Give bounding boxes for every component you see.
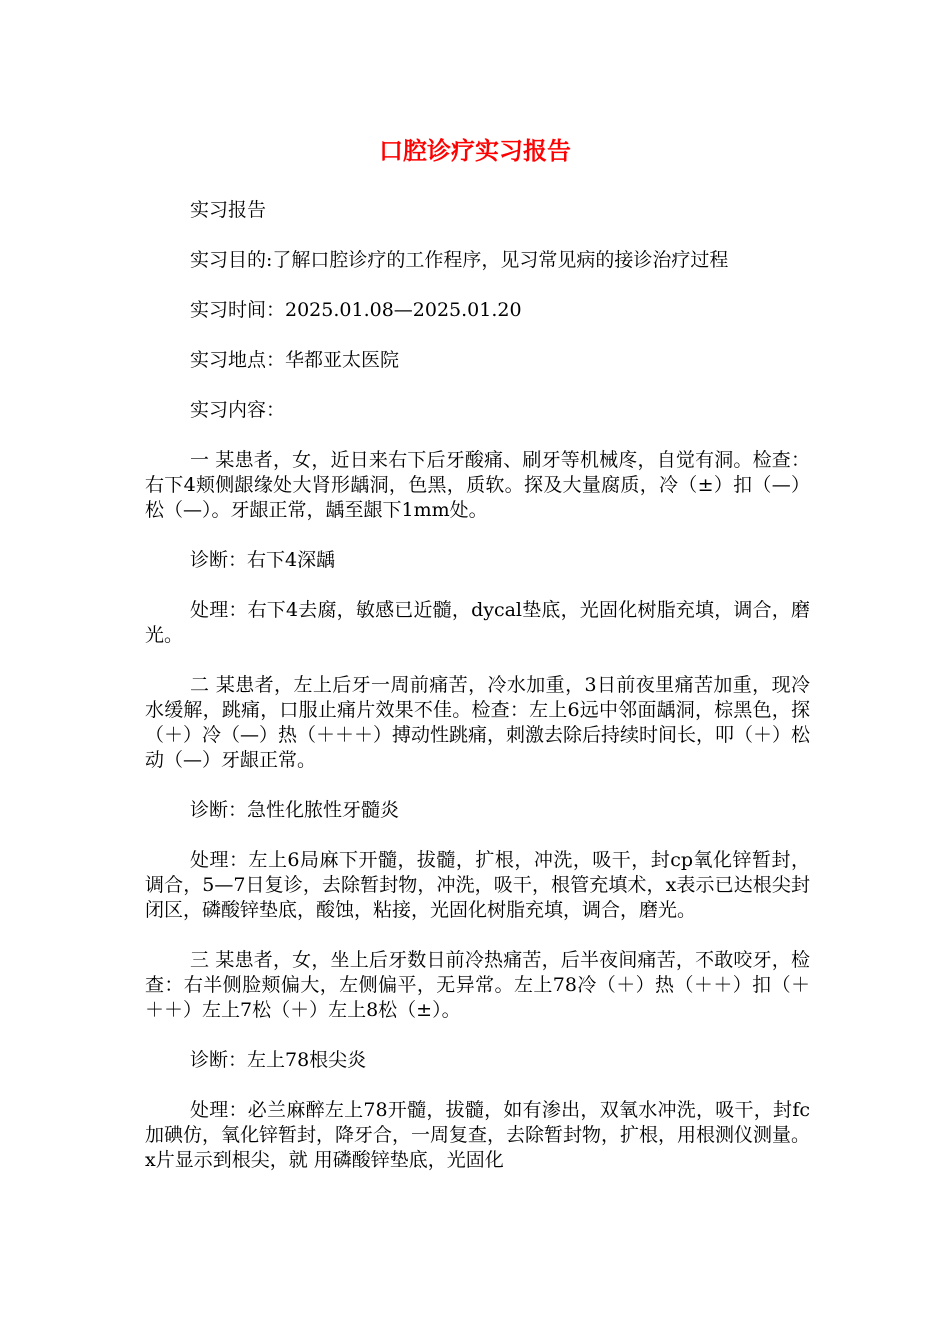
case-2-treatment: 处理：左上6局麻下开髓，拔髓，扩根，冲洗，吸干，封cp氧化锌暂封，调合，5—7日复诊，去除暂封物，冲洗，吸干，根管充填术，x表示已达根尖封闭区，磷酸锌垫底，酸蚀，粘接，光固化树脂充填，调合，磨光。: [145, 849, 810, 921]
case-1-treatment: 处理：右下4去腐，敏感已近髓，dycal垫底，光固化树脂充填，调合，磨光。: [145, 599, 810, 646]
internship-time: 实习时间：2025.01.08—2025.01.20: [190, 299, 522, 321]
heading-report: 实习报告: [190, 199, 267, 221]
case-3-diagnosis: 诊断：左上78根尖炎: [190, 1049, 367, 1071]
case-1-description: 一 某患者，女，近日来右下后牙酸痛、刷牙等机械庝，自觉有洞。检查：右下4颊侧龈缘处大肾形龋洞，色黑，质软。探及大量腐质，冷（±）扣（—）松（—）。牙龈正常，龋至龈下1mm处。: [145, 449, 810, 521]
document-body: [145, 198, 810, 1198]
case-2-description: 二 某患者，左上后牙一周前痛苦，冷水加重，3日前夜里痛苦加重，现冷水缓解，跳痛，口服止痛片效果不佳。检查：左上6远中邻面龋洞，棕黑色，探（＋）冷（—）热（＋＋＋）搏动性跳痛，刺激去除后持续时间长，叩（＋）松动（—）牙龈正常。: [145, 674, 811, 771]
case-3-description: 三 某患者，女，坐上后牙数日前冷热痛苦，后半夜间痛苦，不敢咬牙，检查：右半侧脸颊偏大，左侧偏平，无异常。左上78冷（＋）热（＋＋）扣（＋＋＋）左上7松（＋）左上8松（±）。: [145, 949, 810, 1021]
case-2-diagnosis: 诊断：急性化脓性牙髓炎: [190, 799, 400, 821]
document-title: 口腔诊疗实习报告: [379, 137, 571, 165]
case-1-diagnosis: 诊断：右下4深龋: [190, 549, 336, 571]
internship-purpose: 实习目的:了解口腔诊疗的工作程序，见习常见病的接诊治疗过程: [190, 249, 729, 271]
internship-content-label: 实习内容：: [190, 399, 286, 421]
internship-location: 实习地点：华都亚太医院: [190, 349, 400, 371]
case-3-treatment: 处理：必兰麻醉左上78开髓，拔髓，如有渗出，双氧水冲洗，吸干，封fc加碘仿，氧化锌暂封，降牙合，一周复查，去除暂封物，扩根，用根测仪测量。x片显示到根尖，就 用磷酸锌垫底，光固化: [145, 1099, 811, 1171]
